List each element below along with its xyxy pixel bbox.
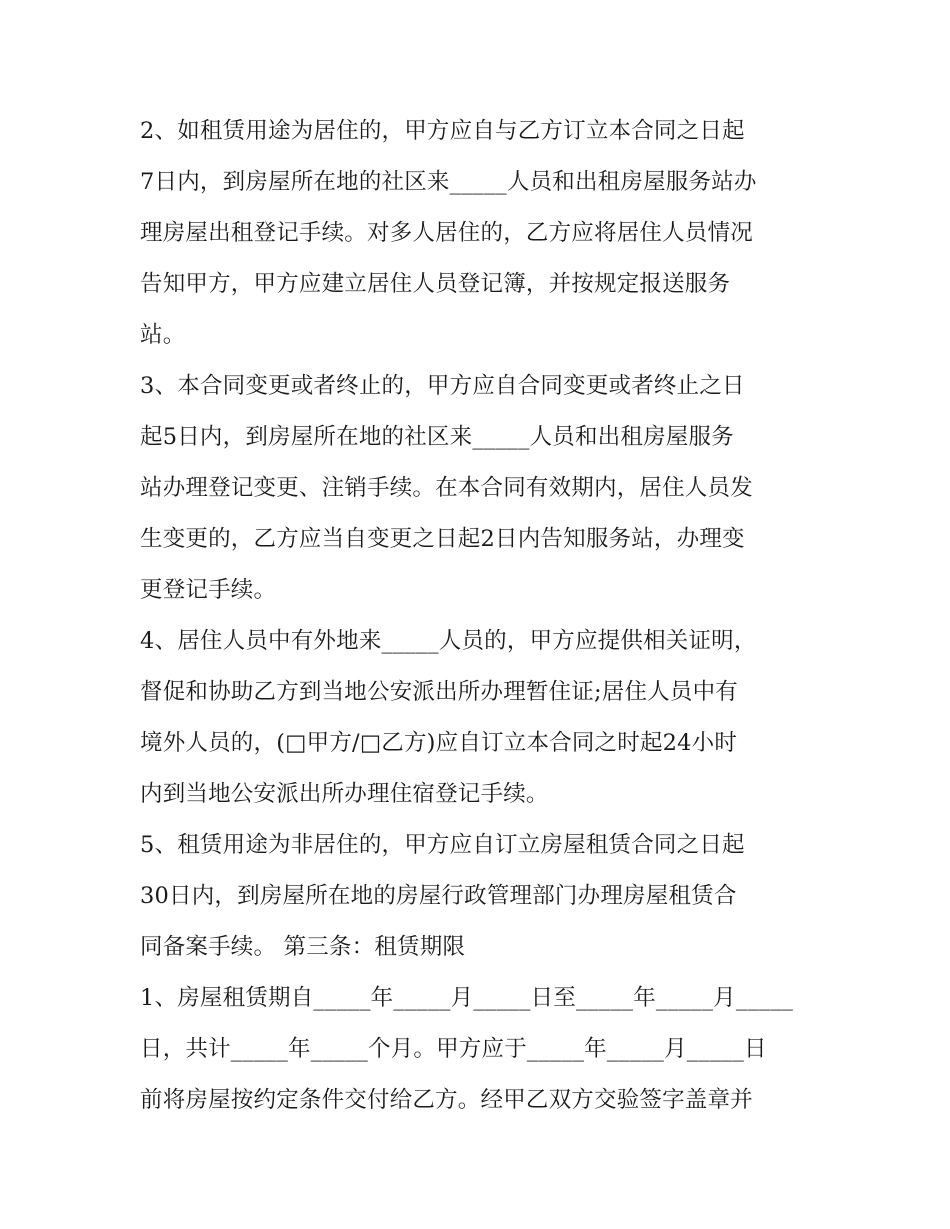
text-line: 1、房屋租赁期自_____年_____月_____日至_____年_____月_____ bbox=[140, 985, 794, 1011]
text-line: 告知甲方，甲方应建立居住人员登记簿，并按规定报送服务 bbox=[140, 271, 731, 297]
text-line: 理房屋出租登记手续。对多人居住的，乙方应将居住人员情况 bbox=[140, 220, 753, 246]
text-line: 站。 bbox=[140, 322, 186, 348]
text-line: 督促和协助乙方到当地公安派出所办理暂住证;居住人员中有 bbox=[140, 679, 738, 705]
text-line: 前将房屋按约定条件交付给乙方。经甲乙双方交验签字盖章并 bbox=[140, 1087, 753, 1113]
text-line: 5、租赁用途为非居住的，甲方应自订立房屋租赁合同之日起 bbox=[140, 832, 745, 858]
text-line: 起5日内，到房屋所在地的社区来_____人员和出租房屋服务 bbox=[140, 424, 734, 450]
text-line: 3、本合同变更或者终止的，甲方应自合同变更或者终止之日 bbox=[140, 373, 745, 399]
contract-text-block bbox=[140, 106, 830, 1126]
text-line: 30日内，到房屋所在地的房屋行政管理部门办理房屋租赁合 bbox=[140, 883, 737, 909]
text-line: 日，共计_____年_____个月。甲方应于_____年_____月_____日 bbox=[140, 1036, 767, 1062]
text-line: 7日内，到房屋所在地的社区来_____人员和出租房屋服务站办 bbox=[140, 169, 757, 195]
text-line: 生变更的，乙方应当自变更之日起2日内告知服务站，办理变 bbox=[140, 526, 745, 552]
text-line: 2、如租赁用途为居住的，甲方应自与乙方订立本合同之日起 bbox=[140, 118, 745, 144]
text-line: 境外人员的，(□甲方/□乙方)应自订立本合同之时起24小时 bbox=[140, 730, 738, 756]
text-line: 更登记手续。 bbox=[140, 577, 277, 603]
text-line: 同备案手续。 第三条：租赁期限 bbox=[140, 934, 466, 960]
text-line: 4、居住人员中有外地来_____人员的，甲方应提供相关证明， bbox=[140, 628, 757, 654]
text-line: 内到当地公安派出所办理住宿登记手续。 bbox=[140, 781, 549, 807]
text-line: 站办理登记变更、注销手续。在本合同有效期内，居住人员发 bbox=[140, 475, 753, 501]
